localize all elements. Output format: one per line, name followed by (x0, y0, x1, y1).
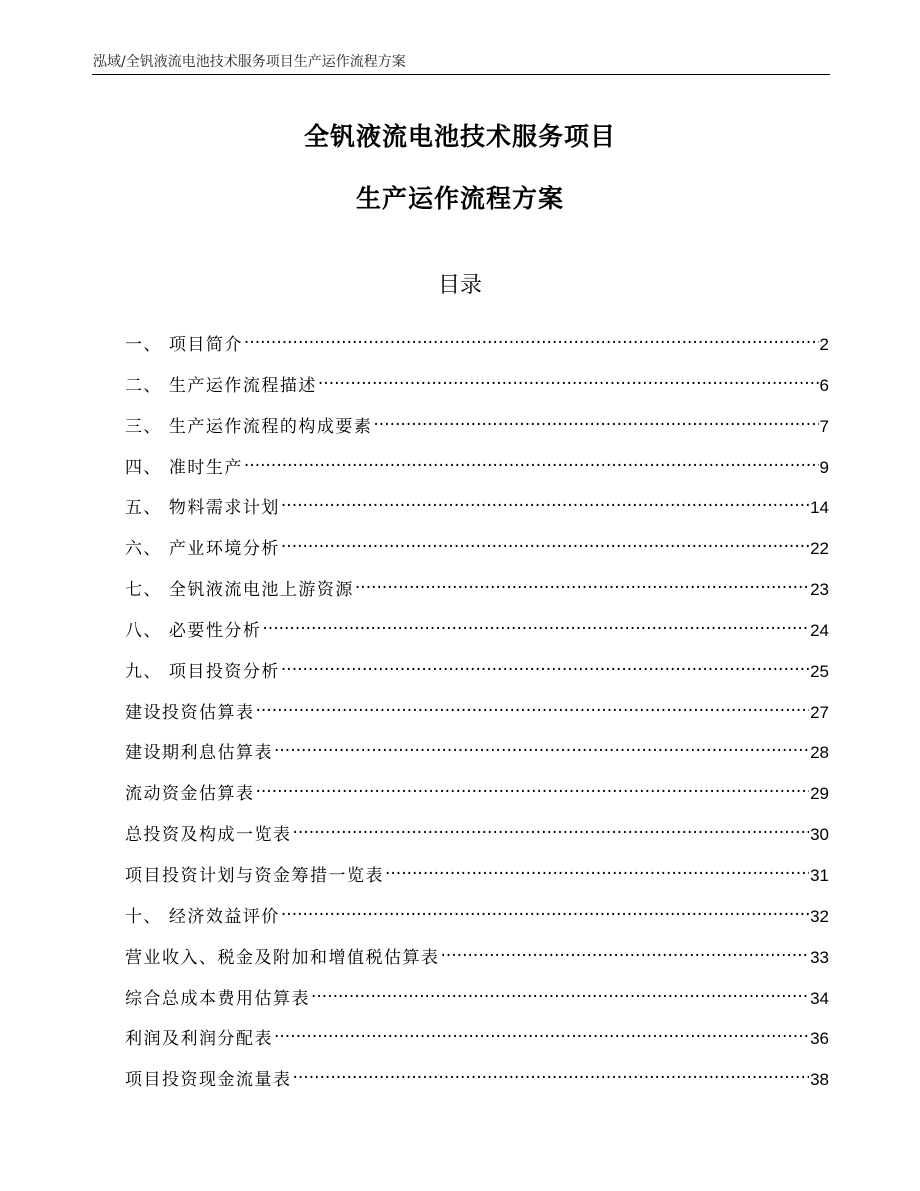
toc-page-number: 9 (819, 457, 829, 477)
toc-page-number: 14 (810, 498, 829, 518)
toc-dot-leader (244, 324, 819, 350)
toc-entry[interactable] (125, 814, 829, 855)
toc-entry-label: 五、 物料需求计划 (125, 498, 280, 519)
toc-page-number: 33 (810, 947, 829, 967)
table-of-contents (125, 324, 829, 1100)
toc-entry[interactable] (125, 651, 829, 692)
toc-entry-label: 建设期利息估算表 (125, 743, 273, 764)
toc-page-number: 36 (810, 1029, 829, 1049)
toc-entry-label: 流动资金估算表 (125, 784, 255, 805)
toc-entry[interactable] (125, 447, 829, 488)
toc-page-number: 38 (810, 1070, 829, 1090)
toc-dot-leader (274, 732, 809, 758)
toc-entry[interactable] (125, 896, 829, 937)
toc-entry-label: 七、 全钒液流电池上游资源 (125, 580, 354, 601)
toc-dot-leader (441, 937, 810, 963)
toc-dot-leader (262, 610, 809, 636)
toc-entry[interactable] (125, 692, 829, 733)
toc-dot-leader (274, 1018, 809, 1044)
toc-entry-label: 综合总成本费用估算表 (125, 988, 310, 1009)
toc-entry[interactable] (125, 732, 829, 773)
toc-entry-label: 项目投资现金流量表 (125, 1070, 292, 1091)
toc-entry-label: 三、 生产运作流程的构成要素 (125, 416, 373, 437)
toc-page-number: 34 (810, 988, 829, 1008)
toc-entry[interactable] (125, 855, 829, 896)
toc-dot-leader (311, 978, 809, 1004)
toc-page-number: 30 (810, 825, 829, 845)
toc-dot-leader (293, 1059, 810, 1085)
toc-page-number: 6 (819, 375, 829, 395)
toc-page-number: 2 (819, 335, 829, 354)
toc-dot-leader (281, 487, 809, 513)
document-subtitle: 生产运作流程方案 (355, 184, 564, 213)
toc-dot-leader (244, 447, 819, 473)
toc-entry[interactable] (125, 978, 829, 1019)
toc-page-number: 29 (810, 784, 829, 804)
toc-page-number: 32 (810, 906, 829, 926)
toc-entry[interactable] (125, 610, 829, 651)
toc-dot-leader (355, 569, 809, 595)
toc-dot-leader (256, 692, 810, 718)
toc-entry[interactable] (125, 1018, 829, 1059)
toc-entry-label: 项目投资计划与资金筹措一览表 (125, 865, 384, 886)
toc-page-number: 7 (819, 416, 829, 436)
toc-entry[interactable] (125, 528, 829, 569)
toc-dot-leader (318, 365, 819, 391)
toc-dot-leader (281, 651, 809, 677)
toc-entry[interactable] (125, 1059, 829, 1100)
running-header: 泓域/全钒液流电池技术服务项目生产运作流程方案 (93, 54, 406, 70)
toc-dot-leader (373, 406, 818, 432)
toc-entry-label: 营业收入、税金及附加和增值税估算表 (125, 947, 440, 968)
toc-dot-leader (256, 773, 810, 799)
toc-page-number: 24 (810, 620, 829, 640)
toc-entry[interactable] (125, 324, 829, 365)
toc-entry[interactable] (125, 569, 829, 610)
toc-dot-leader (281, 528, 809, 554)
toc-entry-label: 九、 项目投资分析 (125, 661, 280, 682)
toc-entry[interactable] (125, 773, 829, 814)
toc-entry-label: 二、 生产运作流程描述 (125, 375, 317, 396)
toc-entry-label: 利润及利润分配表 (125, 1029, 273, 1050)
toc-entry-label: 四、 准时生产 (125, 457, 243, 478)
toc-entry[interactable] (125, 406, 829, 447)
header-divider (92, 74, 830, 75)
toc-entry-label: 十、 经济效益评价 (125, 906, 280, 927)
toc-page-number: 31 (810, 865, 829, 885)
toc-dot-leader (281, 896, 809, 922)
document-title: 全钒液流电池技术服务项目 (303, 122, 616, 151)
toc-heading: 目录 (437, 273, 482, 298)
toc-entry-label: 六、 产业环境分析 (125, 539, 280, 560)
toc-entry-label: 八、 必要性分析 (125, 620, 262, 641)
toc-dot-leader (385, 855, 809, 881)
toc-page-number: 22 (810, 539, 829, 559)
toc-entry[interactable] (125, 937, 829, 978)
toc-entry-label: 总投资及构成一览表 (125, 825, 292, 846)
toc-entry[interactable] (125, 487, 829, 528)
toc-entry[interactable] (125, 365, 829, 406)
toc-dot-leader (293, 814, 810, 840)
toc-entry-label: 一、 项目简介 (125, 335, 243, 355)
toc-page-number: 25 (810, 661, 829, 681)
toc-entry-label: 建设投资估算表 (125, 702, 255, 723)
toc-page-number: 27 (810, 702, 829, 722)
toc-page-number: 23 (810, 580, 829, 600)
toc-page-number: 28 (810, 743, 829, 763)
